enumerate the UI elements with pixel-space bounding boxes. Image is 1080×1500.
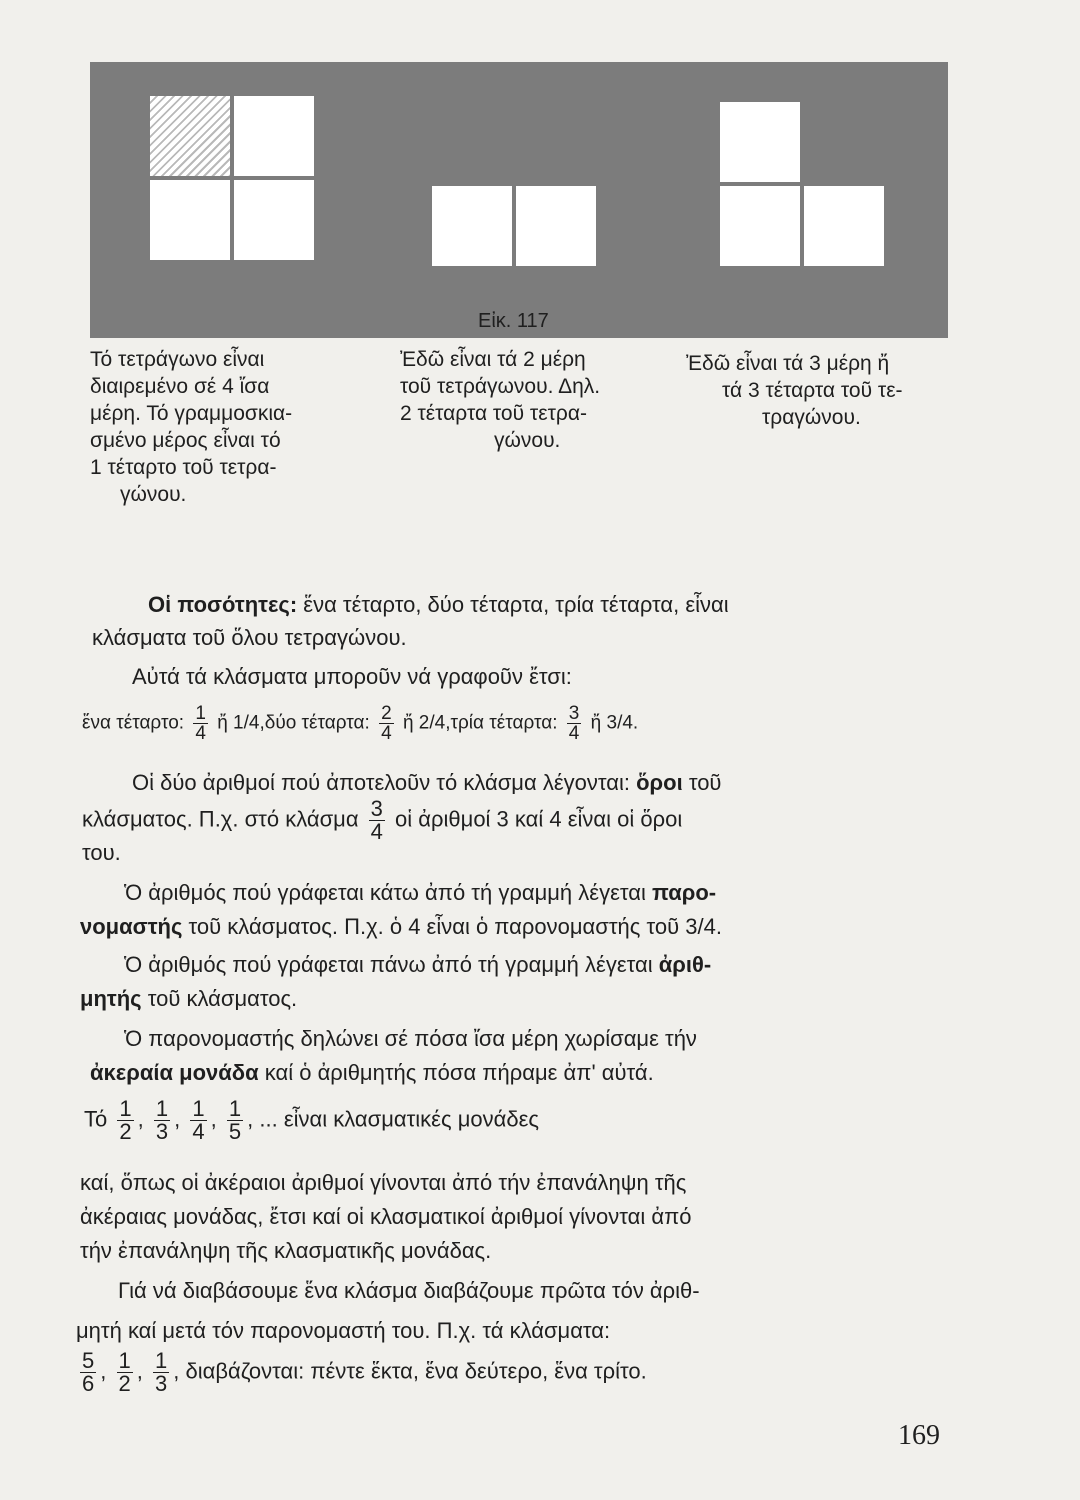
paragraph-line: Ὁ παρονομαστής δηλώνει σέ πόσα ἴσα μέρη χωρίσαμε τήν: [124, 1026, 697, 1051]
numerator: 3: [568, 703, 580, 724]
caption-line: τοῦ τετράγωνου. Δηλ.: [400, 375, 601, 398]
text-run: , ... εἶναι κλασματικές μονάδες: [247, 1106, 539, 1132]
fraction: [227, 1098, 243, 1143]
denominator: 4: [381, 723, 392, 744]
denominator: 4: [568, 723, 580, 744]
denominator: 6: [82, 1371, 95, 1396]
square-quarter: [516, 186, 596, 266]
caption-line: Ἐδῶ εἶναι τά 2 μέρη: [400, 348, 586, 371]
separator: ,: [137, 1106, 144, 1132]
caption-line: γώνου.: [494, 429, 561, 452]
numerator: 1: [195, 703, 206, 724]
text-run: τοῦ: [682, 770, 722, 795]
square-quarter: [234, 180, 314, 260]
denominator: 4: [192, 1119, 205, 1144]
paragraph-line: καί, ὅπως οἱ ἀκέραιοι ἀριθμοί γίνονται ἀπό τήν ἐπανάληψη τῆς: [80, 1170, 687, 1195]
square-quarter: [150, 180, 230, 260]
fraction: [190, 1098, 206, 1143]
paragraph-line: τήν ἐπανάληψη τῆς κλασματικῆς μονάδας.: [80, 1238, 492, 1263]
separator: ,: [174, 1106, 181, 1132]
fractional-units: [84, 1098, 539, 1143]
term-bold: Οἱ ποσότητες:: [148, 592, 298, 617]
caption-line: διαιρεμένο σέ 4 ἴσα: [90, 375, 270, 398]
text-run: Τό: [84, 1106, 108, 1132]
paragraph-line: ἀκέραιας μονάδας, ἔτσι καί οἱ κλασματικοί ἀριθμοί γίνονται ἀπό: [80, 1204, 692, 1229]
denominator: 5: [228, 1119, 242, 1144]
paragraph-line: [82, 798, 682, 843]
term-bold: μητής: [80, 986, 142, 1011]
caption-1: [90, 346, 292, 508]
paragraph-line: [148, 592, 729, 618]
square-quarter: [234, 96, 314, 176]
numerator: 5: [82, 1348, 95, 1373]
denominator: 3: [155, 1371, 168, 1396]
fraction: [80, 1350, 96, 1395]
caption-line: Ἐδῶ εἶναι τά 3 μέρη ἤ: [686, 352, 890, 375]
text-run: Ὁ ἀριθμός πού γράφεται κάτω ἀπό τή γραμμή λέγεται: [124, 880, 646, 905]
term-bold: νομαστής: [80, 914, 183, 939]
square-quarter: [804, 186, 884, 266]
numerator: 1: [119, 1096, 132, 1121]
paragraph-line: [124, 880, 716, 906]
text-run: τοῦ κλάσματος. Π.χ. ὁ 4 εἶναι ὁ παρονομαστής τοῦ 3/4.: [182, 914, 722, 939]
paragraph-line: του.: [82, 840, 121, 865]
text-run: ἤ 1/4,δύο τέταρτα:: [217, 712, 370, 734]
caption-line: 2 τέταρτα τοῦ τετρα-: [400, 402, 587, 425]
paragraph-line: μητή καί μετά τόν παρονομαστή του. Π.χ. τά κλάσματα:: [76, 1318, 611, 1343]
separator: ,: [100, 1358, 107, 1384]
caption-3: [686, 350, 903, 431]
text-run: ἤ 3/4.: [590, 712, 639, 734]
paragraph-line: Αὐτά τά κλάσματα μποροῦν νά γραφοῦν ἔτσι:: [132, 664, 572, 689]
figure-117: [90, 62, 948, 338]
separator: ,: [210, 1106, 217, 1132]
square-quarter: [432, 186, 512, 266]
fraction: [193, 704, 208, 743]
numerator: 3: [370, 796, 383, 821]
text-run: κλάσματος. Π.χ. στό κλάσμα: [82, 806, 359, 832]
numerator: 2: [381, 703, 392, 724]
numerator: 1: [155, 1096, 169, 1121]
fraction: [117, 1350, 133, 1395]
caption-line: τά 3 τέταρτα τοῦ τε-: [722, 379, 903, 402]
caption-line: Τό τετράγωνο εἶναι: [90, 348, 265, 371]
caption-line: τραγώνου.: [762, 406, 861, 429]
paragraph-line: [132, 770, 721, 796]
paragraph-line: κλάσματα τοῦ ὅλου τετραγώνου.: [92, 625, 407, 650]
square-quarter: [720, 186, 800, 266]
reading-examples: [76, 1350, 647, 1395]
paragraph-line: [80, 914, 722, 940]
paragraph-line: [80, 986, 297, 1012]
numerator: 1: [228, 1096, 242, 1121]
denominator: 4: [195, 723, 206, 744]
text-run: ἕνα τέταρτο, δύο τέταρτα, τρία τέταρτα, εἶναι: [297, 592, 729, 617]
caption-line: σμένο μέρος εἶναι τό: [90, 429, 281, 452]
term-bold: ἀκεραία μονάδα: [90, 1060, 259, 1085]
square-quarter: [720, 102, 800, 182]
separator: ,: [136, 1358, 143, 1384]
fraction: [117, 1098, 133, 1143]
text-run: ἕνα τέταρτο:: [82, 712, 185, 734]
caption-2: [400, 346, 600, 454]
fraction-examples: [82, 704, 638, 743]
fraction: [153, 1350, 169, 1395]
denominator: 2: [119, 1119, 132, 1144]
caption-line: 1 τέταρτο τοῦ τετρα-: [90, 456, 277, 479]
caption-line: μέρη. Τό γραμμοσκια-: [90, 402, 293, 425]
text-run: ἤ 2/4,τρία τέταρτα:: [402, 712, 558, 734]
term-bold: ἀριθ-: [658, 952, 712, 977]
text-run: , διαβάζονται: πέντε ἕκτα, ἕνα δεύτερο, ἕνα τρίτο.: [173, 1358, 647, 1384]
text-run: Οἱ δύο ἀριθμοί πού ἀποτελοῦν τό κλάσμα λέγονται:: [132, 770, 630, 795]
numerator: 1: [155, 1348, 168, 1373]
page-number: 169: [898, 1420, 940, 1451]
term-bold: ὅροι: [636, 770, 683, 795]
denominator: 3: [155, 1119, 169, 1144]
fraction: [379, 704, 394, 743]
paragraph-line: Γιά νά διαβάσουμε ἕνα κλάσμα διαβάζουμε πρῶτα τόν ἀριθ-: [118, 1278, 700, 1303]
denominator: 2: [118, 1371, 131, 1396]
text-run: τοῦ κλάσματος.: [141, 986, 298, 1011]
text-run: καί ὁ ἀριθμητής πόσα πήραμε ἀπ' αὐτά.: [258, 1060, 654, 1085]
caption-line: γώνου.: [120, 483, 187, 506]
text-run: Ὁ ἀριθμός πού γράφεται πάνω ἀπό τή γραμμή λέγεται: [124, 952, 653, 977]
fraction: [154, 1098, 170, 1143]
denominator: 4: [370, 819, 383, 844]
paragraph-line: [90, 1060, 654, 1086]
text-run: οἱ ἀριθμοί 3 καί 4 εἶναι οἱ ὅροι: [395, 806, 683, 832]
numerator: 1: [118, 1348, 131, 1373]
paragraph-line: [124, 952, 711, 978]
figure-caption: Εἰκ. 117: [478, 310, 549, 332]
numerator: 1: [192, 1096, 205, 1121]
fraction: [369, 798, 385, 843]
fraction: [567, 704, 582, 743]
hatched-quarter: [150, 96, 230, 176]
term-bold: παρο-: [652, 880, 717, 905]
